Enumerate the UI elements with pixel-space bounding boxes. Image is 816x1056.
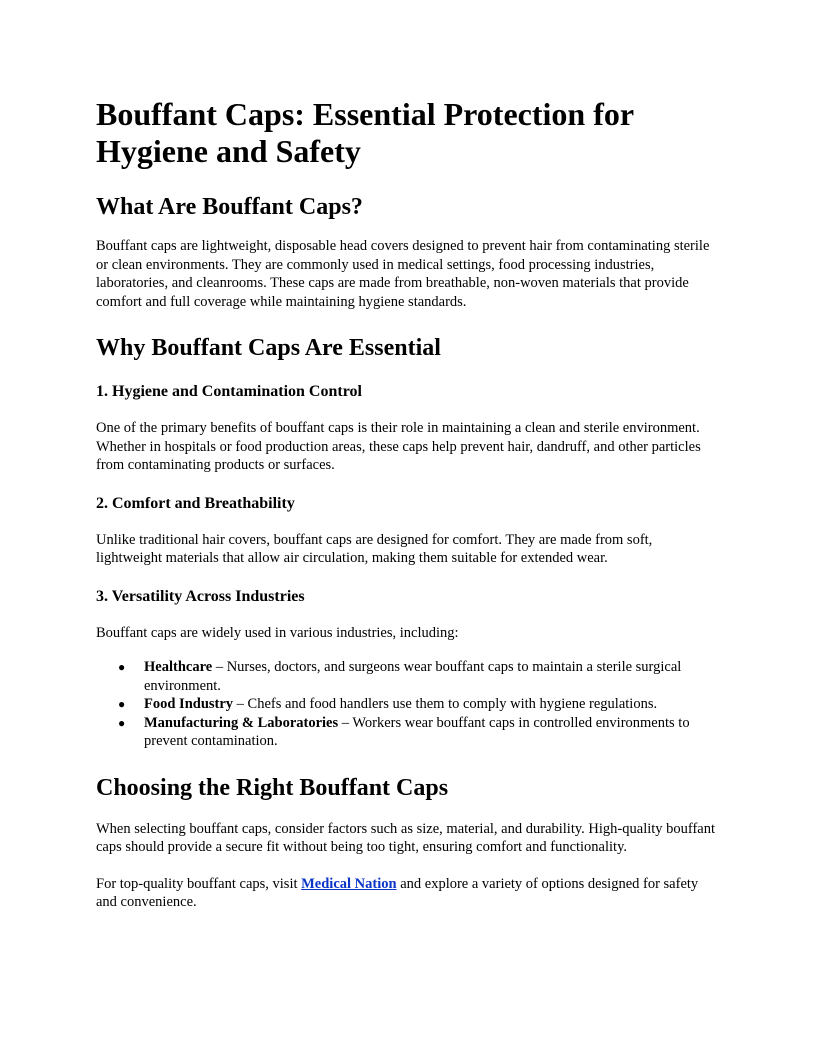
paragraph-cta bbox=[96, 875, 720, 912]
document-content bbox=[96, 96, 720, 912]
industries-list bbox=[96, 658, 720, 751]
paragraph-choosing: When selecting bouffant caps, consider factors such as size, material, and durability. High-quality bouffant caps should provide a secure fit without being too tight, ensuring comfort and functionality. bbox=[96, 820, 716, 855]
paragraph-what-are-bouffant-caps: Bouffant caps are lightweight, disposable head covers designed to prevent hair from contaminating sterile or clean environments. They are commonly used in medical settings, food processing industries, laboratories, and cleanrooms. These caps are made from breathable, non-woven materials that provide comfort and full coverage while maintaining hygiene standards. bbox=[96, 238, 710, 310]
cta-text-before: For top-quality bouffant caps, visit bbox=[96, 875, 302, 892]
paragraph-comfort: Unlike traditional hair covers, bouffant caps are designed for comfort. They are made from soft, lightweight materials that allow air circulation, making them suitable for extended wear. bbox=[96, 531, 653, 566]
subheading-versatility: 3. Versatility Across Industries bbox=[96, 587, 305, 605]
subheading-comfort: 2. Comfort and Breathability bbox=[96, 494, 295, 512]
heading-choosing: Choosing the Right Bouffant Caps bbox=[96, 774, 449, 801]
medical-nation-link[interactable]: Medical Nation bbox=[301, 875, 397, 892]
list-item-term: Healthcare bbox=[144, 659, 213, 675]
bullet-icon: ● bbox=[118, 660, 126, 674]
list-item-term: Manufacturing & Laboratories bbox=[144, 714, 339, 731]
bullet-icon: ● bbox=[118, 715, 126, 730]
bullet-icon: ● bbox=[118, 697, 126, 711]
paragraph-hygiene: One of the primary benefits of bouffant caps is their role in maintaining a clean and sterile environment. Whether in hospitals or food production areas, these caps help prevent hair, dandruff, and other particles from contaminating products or surfaces. bbox=[96, 420, 701, 473]
list-item bbox=[96, 714, 720, 751]
list-item-text: – Nurses, doctors, and surgeons wear bouffant caps to maintain a sterile surgical environment. bbox=[144, 659, 682, 694]
subheading-hygiene: 1. Hygiene and Contamination Control bbox=[96, 383, 362, 400]
heading-what-are-bouffant-caps: What Are Bouffant Caps? bbox=[96, 194, 363, 220]
cta-text-after: and explore a variety of options designed for safety and convenience. bbox=[96, 875, 699, 910]
page-title: Bouffant Caps: Essential Protection for Hygiene and Safety bbox=[96, 96, 634, 169]
list-item bbox=[96, 658, 720, 695]
list-item-text: – Chefs and food handlers use them to comply with hygiene regulations. bbox=[233, 696, 658, 712]
list-item-text: – Workers wear bouffant caps in controlled environments to prevent contamination. bbox=[144, 714, 690, 749]
list-item bbox=[96, 695, 720, 714]
paragraph-versatility: Bouffant caps are widely used in various industries, including: bbox=[96, 624, 459, 641]
list-item-term: Food Industry bbox=[144, 696, 234, 712]
heading-why-essential: Why Bouffant Caps Are Essential bbox=[96, 335, 441, 361]
